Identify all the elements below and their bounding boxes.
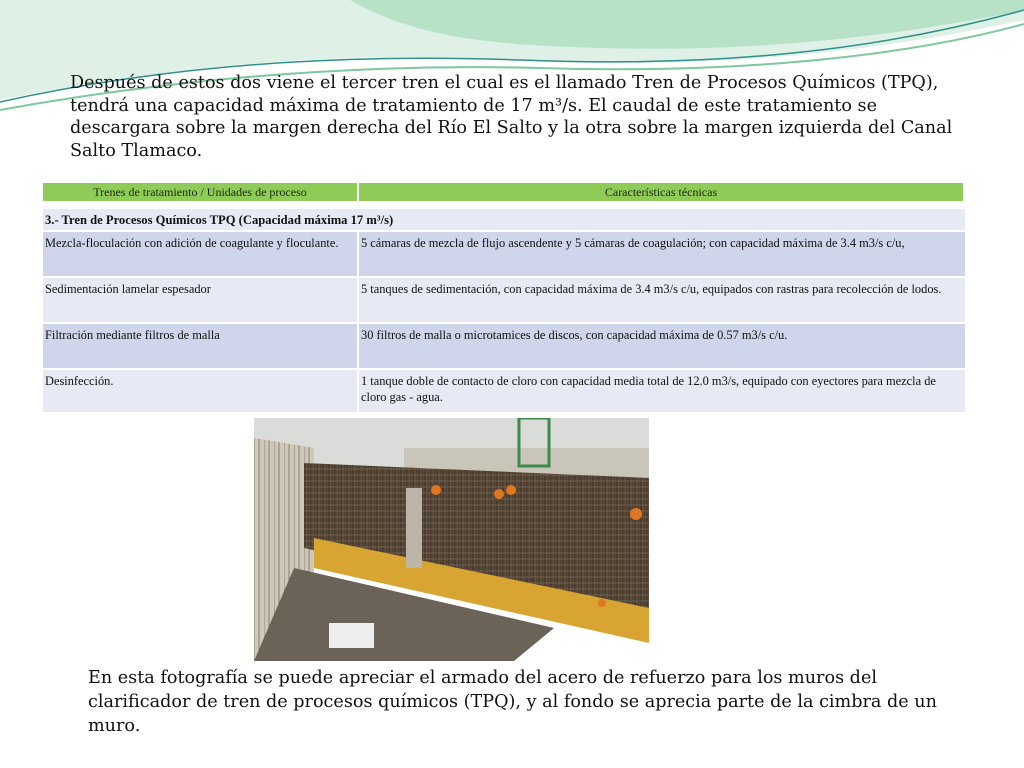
specs-cell: 30 filtros de malla o microtamices de discos, con capacidad máxima de 0.57 m3/s c/u. xyxy=(359,322,965,368)
photo-worker xyxy=(506,485,516,495)
photo-worker xyxy=(630,508,642,520)
header-specs: Características técnicas xyxy=(359,183,965,201)
table-row xyxy=(43,230,965,276)
unit-cell: Sedimentación lamelar espesador xyxy=(43,276,359,322)
photo-white-panel xyxy=(329,623,374,648)
section-title: 3.- Tren de Procesos Químicos TPQ (Capacidad máxima 17 m³/s) xyxy=(43,209,965,230)
unit-cell: Mezcla-floculación con adición de coagulante y floculante. xyxy=(43,230,359,276)
photo-worker xyxy=(431,485,441,495)
table-row xyxy=(43,368,965,412)
photo-caption: En esta fotografía se puede apreciar el armado del acero de refuerzo para los muros del clarificador de tren de procesos químicos (TPQ), y al fondo se aprecia parte de la cimbra de un muro. xyxy=(88,668,937,736)
table-row xyxy=(43,322,965,368)
construction-photo xyxy=(254,418,649,661)
photo-worker xyxy=(598,599,606,607)
process-spec-table xyxy=(43,183,965,412)
photo-column xyxy=(406,488,422,568)
table-header-row xyxy=(43,183,965,201)
table-row xyxy=(43,276,965,322)
specs-cell: 5 tanques de sedimentación, con capacidad máxima de 3.4 m3/s c/u, equipados con rastras para recolección de lodos. xyxy=(359,276,965,322)
unit-cell: Desinfección. xyxy=(43,368,359,412)
header-units: Trenes de tratamiento / Unidades de proceso xyxy=(43,183,359,201)
table-section-row xyxy=(43,209,965,230)
intro-paragraph: Después de estos dos viene el tercer tren el cual es el llamado Tren de Procesos Químicos (TPQ), tendrá una capacidad máxima de tratamiento de 17 m³/s. El caudal de este tratamiento se descargara sobre la margen derecha del Río El Salto y la otra sobre la margen izquierda del Canal Salto Tlamaco. xyxy=(70,73,953,161)
specs-cell: 5 cámaras de mezcla de flujo ascendente y 5 cámaras de coagulación; con capacidad máxima de 3.4 m3/s c/u, xyxy=(359,230,965,276)
unit-cell: Filtración mediante filtros de malla xyxy=(43,322,359,368)
photo-worker xyxy=(494,489,504,499)
specs-cell: 1 tanque doble de contacto de cloro con capacidad media total de 12.0 m3/s, equipado con eyectores para mezcla de cloro gas - agua. xyxy=(359,368,965,412)
